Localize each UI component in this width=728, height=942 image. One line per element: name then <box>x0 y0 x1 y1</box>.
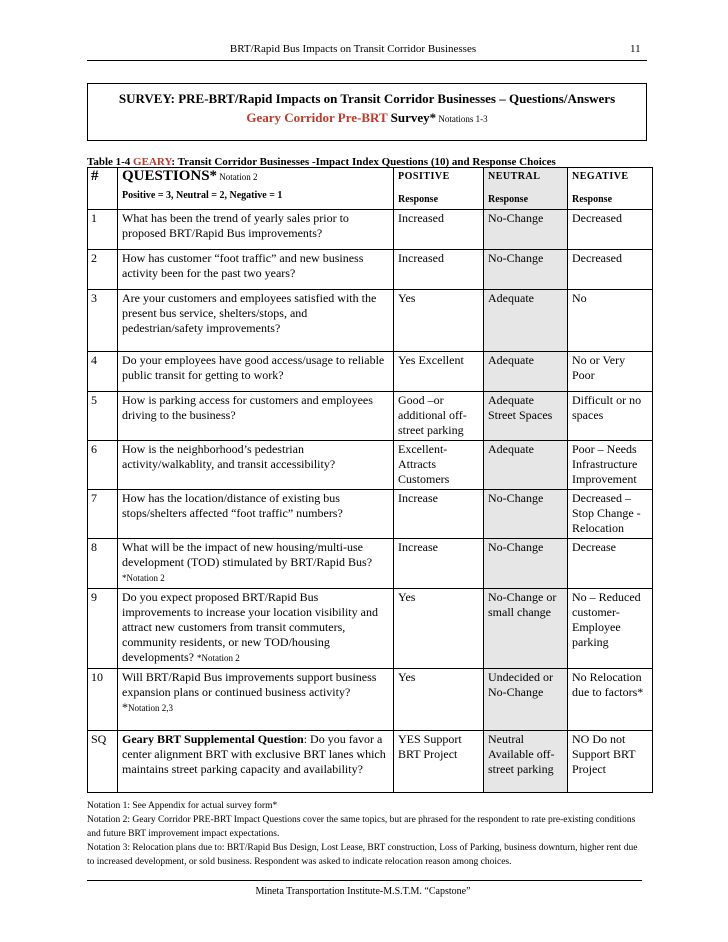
row-neutral: Adequate <box>484 290 568 352</box>
header-neutral-cell <box>484 168 568 210</box>
notations-block <box>87 799 647 869</box>
caption-rest: : Transit Corridor Businesses -Impact Index Questions (10) and Response Choices <box>171 156 556 168</box>
questions-table-body <box>88 168 653 793</box>
survey-subtitle-geary: Geary Corridor Pre-BRT <box>246 110 388 125</box>
page-number: 11 <box>630 43 641 55</box>
footer-divider <box>87 880 642 881</box>
row-number: 7 <box>88 490 118 539</box>
row-number: 9 <box>88 589 118 669</box>
notation-3: Notation 3: Relocation plans due to: BRT/Rapid Bus Design, Lost Lease, BRT construction, Loss of Parking, business downturn, higher rent due to increased development, or sold business. Respondent was asked to indicate relocation reason among choices. <box>87 843 638 867</box>
header-scale: Positive = 3, Neutral = 2, Negative = 1 <box>122 190 283 201</box>
row-question-text: Will BRT/Rapid Bus improvements support business expansion plans or continued business activity? * <box>122 670 377 714</box>
table-row <box>88 539 653 589</box>
row-question-text: Do you expect proposed BRT/Rapid Bus improvements to increase your location visibility and attract new customers from transit commuters, community residents, or new TOD/housing developments? <box>122 590 378 664</box>
notation-2: Notation 2: Geary Corridor PRE-BRT Impact Questions cover the same topics, but are phrased for the respondent to rate pre-existing conditions and future BRT improvement impact expectations. <box>87 815 636 839</box>
row-positive: Yes Excellent <box>394 352 484 392</box>
row-negative: No <box>568 290 653 352</box>
table-row <box>88 441 653 490</box>
row-question: How is parking access for customers and employees driving to the business? <box>118 392 394 441</box>
row-question: Do your employees have good access/usage to reliable public transit for getting to work? <box>118 352 394 392</box>
row-number: 4 <box>88 352 118 392</box>
row-number: 8 <box>88 539 118 589</box>
row-question <box>118 539 394 589</box>
notation-1: Notation 1: See Appendix for actual survey form* <box>87 801 278 811</box>
caption-prefix: Table 1-4 <box>87 156 134 168</box>
header-positive-response: Response <box>398 194 439 205</box>
header-negative-response: Response <box>572 194 613 205</box>
row-neutral: Undecided or No-Change <box>484 669 568 731</box>
row-number: 5 <box>88 392 118 441</box>
supplemental-question-text: : Do you favor a center alignment BRT with exclusive BRT lanes which maintains street parking capacity and availability? <box>122 732 386 776</box>
row-number: 1 <box>88 210 118 250</box>
survey-subtitle-survey: Survey* <box>387 110 437 125</box>
header-questions: QUESTIONS* <box>122 168 218 184</box>
row-neutral: Adequate <box>484 441 568 490</box>
row-question: How is the neighborhood’s pedestrian activity/walkablity, and transit accessibility? <box>118 441 394 490</box>
page-footer: Mineta Transportation Institute-M.S.T.M. “Capstone” <box>255 886 471 897</box>
header-neutral-response: Response <box>488 194 529 205</box>
supplemental-row <box>88 731 653 793</box>
questions-table <box>87 167 653 793</box>
row-negative: Decreased – Stop Change - Relocation <box>568 490 653 539</box>
header-neutral: NEUTRAL <box>488 171 541 182</box>
supplemental-question <box>118 731 394 793</box>
row-question-notation: Notation 2,3 <box>128 703 173 713</box>
row-positive: Yes <box>394 669 484 731</box>
header-positive-cell <box>394 168 484 210</box>
header-negative-cell <box>568 168 653 210</box>
row-question <box>118 669 394 731</box>
row-positive: Increased <box>394 210 484 250</box>
row-positive: Yes <box>394 290 484 352</box>
table-row <box>88 210 653 250</box>
survey-subtitle <box>87 110 647 126</box>
row-positive: Good –or additional off-street parking <box>394 392 484 441</box>
table-header-row <box>88 168 653 210</box>
row-positive: Increased <box>394 250 484 290</box>
row-negative: No Relocation due to factors* <box>568 669 653 731</box>
caption-geary: GEARY <box>133 156 172 168</box>
row-question-notation: *Notation 2 <box>122 573 165 583</box>
row-negative: Decrease <box>568 539 653 589</box>
table-row <box>88 669 653 731</box>
row-neutral: No-Change <box>484 539 568 589</box>
supplemental-positive: YES Support BRT Project <box>394 731 484 793</box>
row-negative: Decreased <box>568 210 653 250</box>
row-neutral: No-Change or small change <box>484 589 568 669</box>
table-row <box>88 589 653 669</box>
row-question-text: What will be the impact of new housing/multi-use development (TOD) stimulated by BRT/Rapid Bus? <box>122 540 373 569</box>
row-number: 2 <box>88 250 118 290</box>
row-negative: No – Reduced customer-Employee parking <box>568 589 653 669</box>
row-neutral: No-Change <box>484 210 568 250</box>
row-positive: Excellent- Attracts Customers <box>394 441 484 490</box>
row-neutral: Adequate <box>484 352 568 392</box>
supplemental-question-title: Geary BRT Supplemental Question <box>122 732 304 746</box>
header-negative: NEGATIVE <box>572 171 629 182</box>
survey-subtitle-notation: Notations 1-3 <box>436 114 488 124</box>
row-positive: Increase <box>394 539 484 589</box>
row-negative: Decreased <box>568 250 653 290</box>
header-positive: POSITIVE <box>398 171 450 182</box>
header-divider <box>87 60 647 61</box>
row-question <box>118 589 394 669</box>
row-number: 3 <box>88 290 118 352</box>
row-neutral: Adequate Street Spaces <box>484 392 568 441</box>
table-row <box>88 490 653 539</box>
supplemental-negative: NO Do not Support BRT Project <box>568 731 653 793</box>
row-negative: No or Very Poor <box>568 352 653 392</box>
table-row <box>88 392 653 441</box>
row-question: Are your customers and employees satisfied with the present bus service, shelters/stops, and pedestrian/safety improvements? <box>118 290 394 352</box>
header-hash-cell <box>88 168 118 210</box>
row-number: 6 <box>88 441 118 490</box>
row-question: How has customer “foot traffic” and new business activity been for the past two years? <box>118 250 394 290</box>
supplemental-neutral: Neutral Available off-street parking <box>484 731 568 793</box>
table-row <box>88 290 653 352</box>
header-questions-cell <box>118 168 394 210</box>
row-question: What has been the trend of yearly sales prior to proposed BRT/Rapid Bus improvements? <box>118 210 394 250</box>
row-question-notation: *Notation 2 <box>196 653 240 663</box>
row-positive: Yes <box>394 589 484 669</box>
table-row <box>88 250 653 290</box>
row-question: How has the location/distance of existing bus stops/shelters affected “foot traffic” numbers? <box>118 490 394 539</box>
row-negative: Poor – Needs Infrastructure Improvement <box>568 441 653 490</box>
header-hash: # <box>91 168 99 184</box>
row-negative: Difficult or no spaces <box>568 392 653 441</box>
survey-title: SURVEY: PRE-BRT/Rapid Impacts on Transit Corridor Businesses – Questions/Answers <box>118 91 616 106</box>
row-number: 10 <box>88 669 118 731</box>
table-row <box>88 352 653 392</box>
row-positive: Increase <box>394 490 484 539</box>
row-neutral: No-Change <box>484 250 568 290</box>
supplemental-number: SQ <box>88 731 118 793</box>
header-questions-notation: Notation 2 <box>217 172 258 182</box>
page-header-title: BRT/Rapid Bus Impacts on Transit Corridor Businesses <box>229 43 477 55</box>
row-neutral: No-Change <box>484 490 568 539</box>
